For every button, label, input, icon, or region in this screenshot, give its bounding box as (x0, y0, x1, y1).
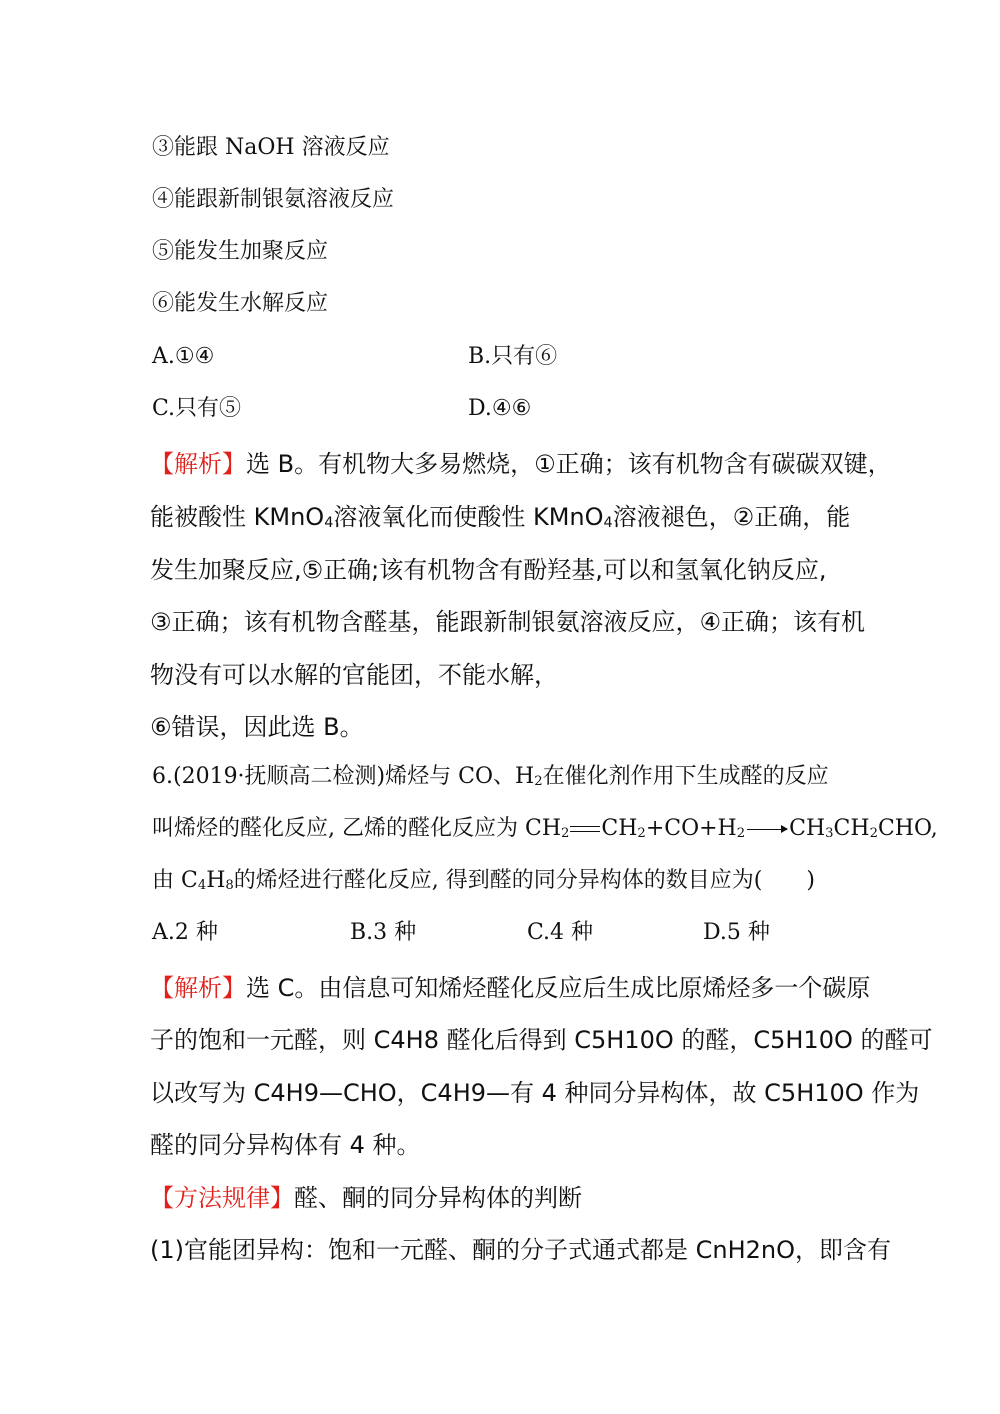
q5-analysis-line-5: 物没有可以水解的官能团，不能水解， (150, 661, 558, 689)
q5-analysis-line-2: 能被酸性 KMnO$_4$溶液氧化而使酸性 KMnO$_4$溶液褪色，②正确，能 (150, 503, 851, 532)
q6-option-b: B.3 种 (350, 920, 417, 945)
q6-stem-line-3: 由 $C_4H_8$的烯烃进行醛化反应, 得到醛的同分异构体的数目应为( ) (152, 868, 815, 893)
q6-stem-line-1: 6.(2019·抚顺高二检测)烯烃与 CO、$H_2$在催化剂作用下生成醛的反应 (152, 764, 829, 789)
q6-analysis-line-4: 醛的同分异构体有 4 种。 (150, 1131, 421, 1159)
method-heading: 【方法规律】醛、酮的同分异构体的判断 (150, 1184, 582, 1212)
method-tag: 【方法规律】 (150, 1184, 294, 1212)
q6-analysis-line-1: 【解析】选 C。由信息可知烯烃醛化反应后生成比原烯烃多一个碳原 (150, 974, 871, 1002)
q6-analysis-line-3: 以改写为 C4H9—CHO，C4H9—有 4 种同分异构体，故 C5H10O 作为 (150, 1079, 920, 1107)
q5-option-a: A.①④ (152, 344, 215, 369)
q6-option-a: A.2 种 (152, 920, 218, 945)
q6-analysis-line-2: 子的饱和一元醛，则 C4H8 醛化后得到 C5H10O 的醛，C5H10O 的醛可 (150, 1026, 933, 1054)
q5-option-d: D.④⑥ (468, 396, 532, 421)
q5-item-4: ④能跟新制银氨溶液反应 (152, 187, 395, 212)
q5-analysis-line-4: ③正确；该有机物含醛基，能跟新制银氨溶液反应，④正确；该有机 (150, 608, 866, 636)
q5-item-6: ⑥能发生水解反应 (152, 291, 329, 316)
reaction-arrow-icon (747, 829, 787, 830)
q6-option-c: C.4 种 (527, 920, 594, 945)
analysis-tag: 【解析】 (150, 450, 246, 478)
q6-option-d: D.5 种 (703, 920, 770, 945)
q5-item-5: ⑤能发生加聚反应 (152, 239, 329, 264)
q5-analysis-line-6: ⑥错误，因此选 B。 (150, 713, 364, 741)
method-line-1: (1)官能团异构：饱和一元醛、酮的分子式通式都是 CnH2nO，即含有 (150, 1236, 892, 1264)
q5-option-c: C.只有⑤ (152, 396, 242, 421)
q6-stem-line-2: 叫烯烃的醛化反应, 乙烯的醛化反应为 $CH_2$ $CH_2+CO+H_2$ $CH_3CH_2CHO$, (152, 816, 938, 841)
q5-option-b: B.只有⑥ (468, 344, 558, 369)
double-bond-icon (570, 826, 600, 832)
q5-analysis-line-1: 【解析】选 B。有机物大多易燃烧，①正确；该有机物含有碳碳双键， (150, 450, 892, 478)
q5-analysis-line-3: 发生加聚反应,⑤正确;该有机物含有酚羟基,可以和氢氧化钠反应, (150, 556, 827, 584)
q5-item-3: ③能跟 NaOH 溶液反应 (152, 135, 390, 160)
analysis-tag: 【解析】 (150, 974, 246, 1002)
